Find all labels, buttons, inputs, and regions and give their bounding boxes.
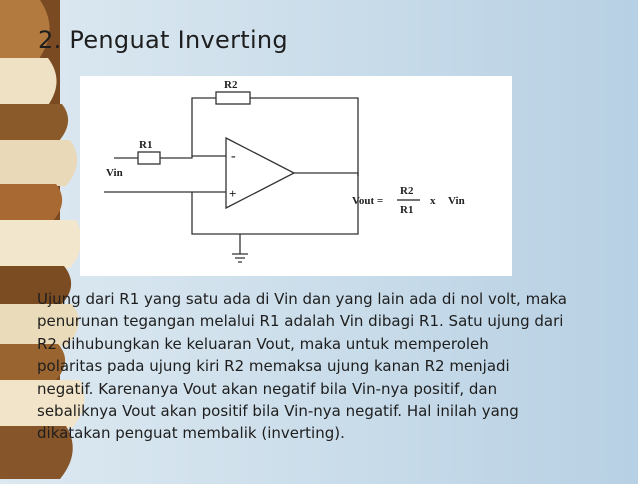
r2-label: R2 — [224, 79, 238, 91]
formula-rhs: Vin — [448, 195, 465, 207]
formula-denominator: R1 — [400, 204, 414, 216]
body-line: Ujung dari R1 yang satu ada di Vin dan yang lain ada di nol volt, maka — [37, 290, 567, 308]
ground-return-wire — [192, 176, 358, 234]
r1-label: R1 — [139, 139, 153, 151]
body-line: R2 dihubungkan ke keluaran Vout, maka untuk memperoleh — [37, 334, 489, 353]
feedback-wire-left — [192, 98, 216, 156]
slide-title: 2. Penguat Inverting — [38, 26, 288, 54]
inverting-input-wire — [160, 156, 226, 158]
body-line: polaritas pada ujung kiri R2 memaksa ujung kanan R2 menjadi — [37, 357, 510, 376]
body-line: sebaliknya Vout akan positif bila Vin-nya negatif. Hal inilah yang — [37, 402, 519, 421]
body-line: penurunan tegangan melalui R1 adalah Vin dibagi R1. Satu ujung dari — [37, 312, 564, 331]
resistor-r1 — [138, 152, 160, 164]
feedback-wire-right — [250, 98, 358, 176]
minus-sign: - — [231, 149, 236, 164]
formula-lhs: Vout = — [352, 195, 384, 207]
body-line: negatif. Karenanya Vout akan negatif bila Vin-nya positif, dan — [37, 379, 498, 398]
ground-icon — [232, 254, 248, 262]
inverting-amplifier-diagram — [80, 76, 512, 276]
formula-times: x — [430, 195, 436, 207]
vin-label: Vin — [106, 167, 123, 179]
resistor-r2 — [216, 92, 250, 104]
body-paragraph — [37, 288, 597, 445]
body-line: dikatakan penguat membalik (inverting). — [37, 424, 345, 443]
formula-numerator: R2 — [400, 185, 414, 197]
plus-sign: + — [229, 186, 237, 201]
output-wire — [294, 173, 358, 176]
